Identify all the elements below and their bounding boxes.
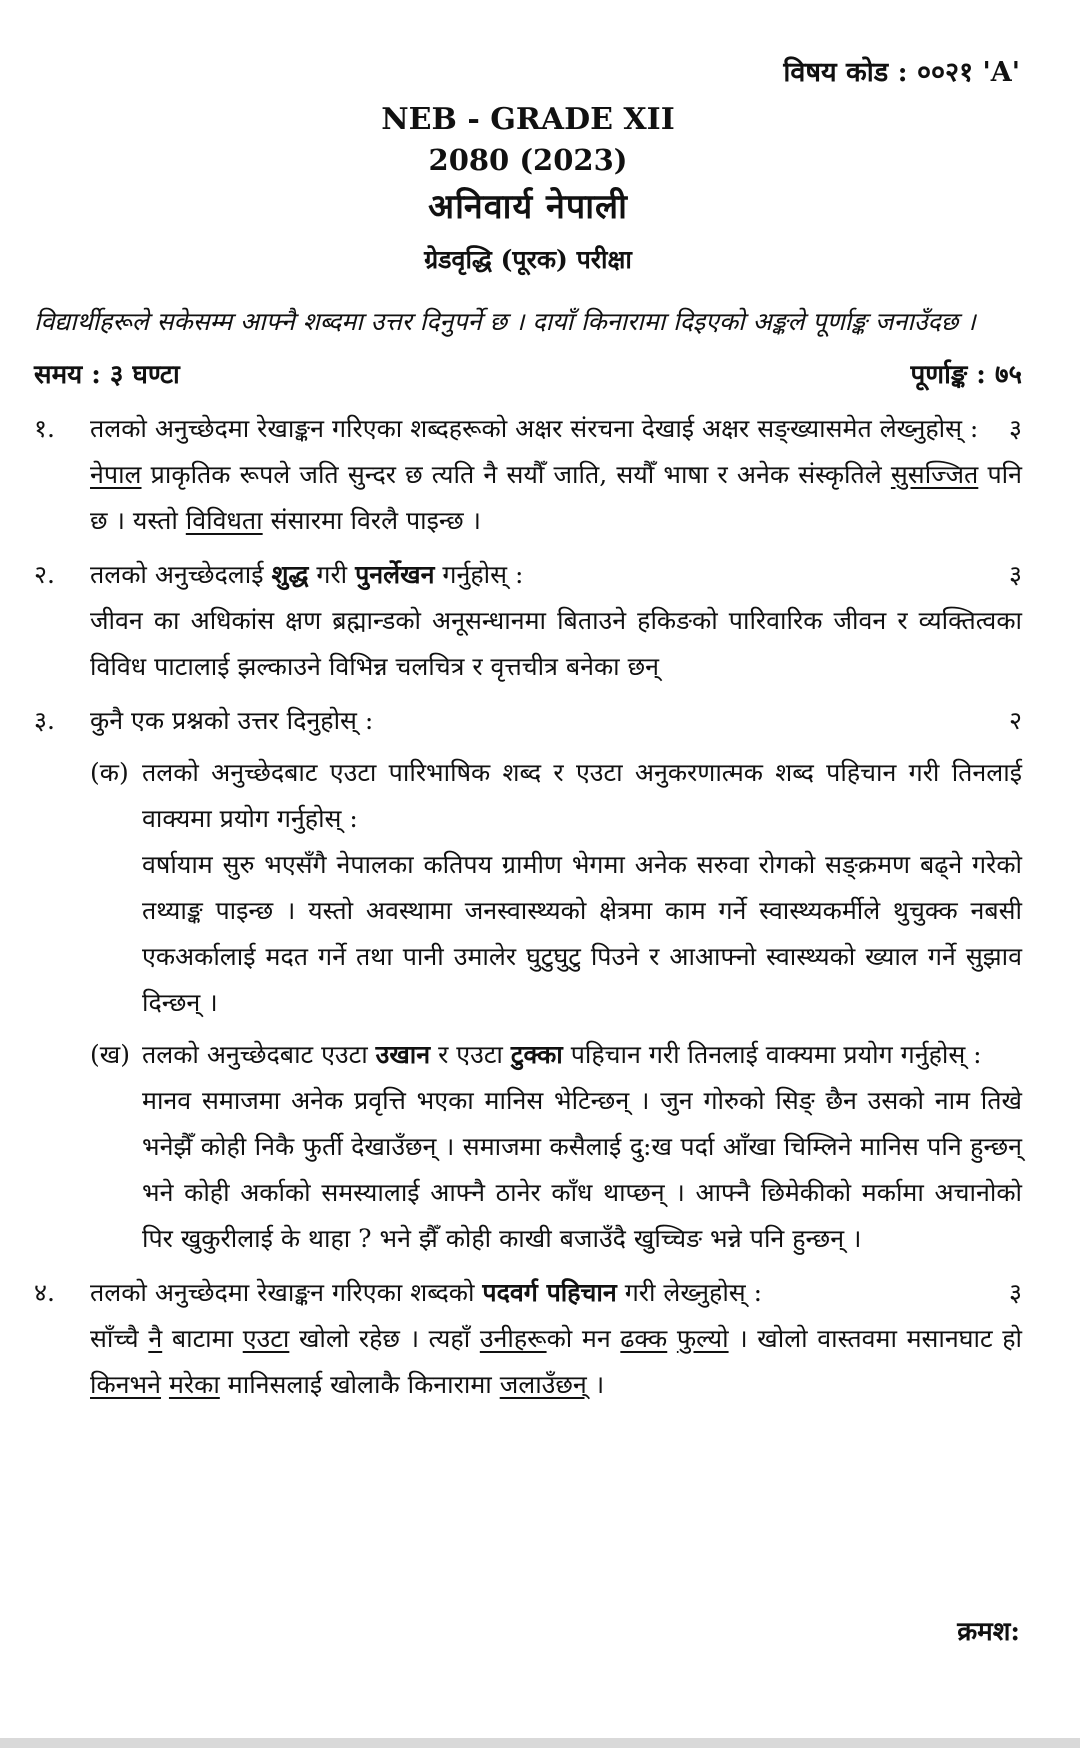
passage-text: पनि छ । यस्तो [90, 460, 1023, 535]
exam-type: ग्रेडवृद्धि (पूरक) परीक्षा [424, 245, 632, 274]
exam-year: 2080 (2023) [428, 143, 628, 177]
sub-question-kha [90, 1032, 1022, 1262]
question-passage [90, 1316, 1022, 1408]
underlined-word: नै [148, 1324, 163, 1353]
underlined-word: एउटा [242, 1324, 290, 1353]
prompt-text: तलको अनुच्छेदमा रेखाङ्कन गरिएका शब्दहरूको अक्षर संरचना देखाई अक्षर सङ्ख्यासमेत लेख्नुहोस् : [90, 414, 979, 443]
question-prompt [90, 552, 1022, 598]
passage-text: साँच्चै [90, 1324, 149, 1353]
passage-text: बाटामा [162, 1324, 243, 1353]
passage-text: । [586, 1370, 605, 1399]
question-prompt [90, 406, 1022, 452]
question-marks: ३ [1008, 1278, 1022, 1307]
underlined-word: नेपाल [90, 460, 142, 489]
question-1 [34, 406, 1022, 544]
underlined-word: मरेका [168, 1370, 220, 1399]
underlined-word: किनभने [90, 1370, 162, 1399]
prompt-text: तलको अनुच्छेदमा रेखाङ्कन गरिएका शब्दको पदवर्ग पहिचान गरी लेख्नुहोस् : [90, 1278, 763, 1307]
passage-text [667, 1324, 677, 1353]
passage-text: । खोलो वास्तवमा मसानघाट हो [728, 1324, 1023, 1353]
question-passage: जीवन का अधिकांस क्षण ब्रह्मान्डको अनूसन्धानमा बिताउने हकिङको पारिवारिक जीवन र व्यक्तित्वका विविध पाटालाई झल्काउने विभिन्न चलचित्र र वृत्तचीत्र बनेका छन् [90, 606, 1022, 681]
sub-question-prompt: तलको अनुच्छेदबाट एउटा पारिभाषिक शब्द र एउटा अनुकरणात्मक शब्द पहिचान गरी तिनलाई वाक्यमा प्रयोग गर्नुहोस् : [142, 758, 1022, 833]
question-prompt [90, 698, 1022, 744]
sub-question-label: (क) [90, 758, 129, 787]
continued-label: क्रमश: [957, 1617, 1020, 1647]
exam-header [34, 0, 1022, 280]
underlined-word: विविधता [185, 506, 263, 535]
underlined-word: सुसज्जित [890, 460, 979, 489]
time-marks-row [34, 352, 1022, 398]
subject-title: अनिवार्य नेपाली [428, 187, 628, 227]
prompt-text: कुनै एक प्रश्नको उत्तर दिनुहोस् : [90, 706, 374, 735]
question-number: ३. [34, 706, 55, 735]
passage-text: को मन [546, 1324, 621, 1353]
time-allowed: समय : ३ घण्टा [34, 360, 180, 390]
passage-text: खोलो रहेछ । त्यहाँ [289, 1324, 480, 1353]
question-marks: ३ [1008, 414, 1022, 443]
question-3 [34, 698, 1022, 1262]
prompt-text: तलको अनुच्छेदलाई शुद्ध गरी पुनर्लेखन गर्नुहोस् : [90, 560, 524, 589]
underlined-word: उनीहरू [479, 1324, 547, 1353]
underlined-word: ढक्क [620, 1324, 668, 1353]
exam-board: NEB - GRADE XII [381, 102, 675, 137]
question-4 [34, 1270, 1022, 1408]
passage-text: संसारमा विरलै पाइन्छ । [262, 506, 482, 535]
passage-text: मानिसलाई खोलाकै किनारामा [219, 1370, 500, 1399]
instructions: विद्यार्थीहरूले सकेसम्म आफ्नै शब्दमा उत्तर दिनुपर्ने छ । दायाँ किनारामा दिइएको अङ्कले पूर्णाङ्क जनाउँदछ । [34, 307, 976, 336]
question-passage [90, 452, 1022, 544]
underlined-word: जलाउँछन् [499, 1370, 587, 1399]
question-number: २. [34, 560, 55, 589]
underlined-word: फुल्यो [676, 1324, 729, 1353]
question-marks: २ [1008, 706, 1022, 735]
sub-question-prompt: तलको अनुच्छेदबाट एउटा उखान र एउटा टुक्का पहिचान गरी तिनलाई वाक्यमा प्रयोग गर्नुहोस् : [142, 1040, 982, 1069]
question-2 [34, 552, 1022, 690]
sub-question-ka [90, 750, 1022, 1026]
question-marks: ३ [1008, 560, 1022, 589]
sub-question-passage: मानव समाजमा अनेक प्रवृत्ति भएका मानिस भेटिन्छन् । जुन गोरुको सिङ् छैन उसको नाम तिखे भनेझैँ कोही निकै फुर्ती देखाउँछन् । समाजमा कसैलाई दु:ख पर्दा आँखा चिम्लिने मानिस पनि हुन्छन् भने कोही अर्काको समस्यालाई आफ्नै ठानेर काँध थाप्छन् । आफ्नै छिमेकीको मर्कामा अचानोको पिर खुकुरीलाई के थाहा ? भने झैँ कोही काखी बजाउँदै खुच्चिङ भन्ने पनि हुन्छन् । [142, 1086, 1022, 1253]
question-prompt [90, 1270, 1022, 1316]
sub-question-label: (ख) [90, 1040, 130, 1069]
passage-text: प्राकृतिक रूपले जति सुन्दर छ त्यति नै सयौँ जाति, सयौँ भाषा र अनेक संस्कृतिले [141, 460, 891, 489]
bottom-edge [0, 1738, 1080, 1748]
full-marks: पूर्णाङ्क : ७५ [910, 360, 1022, 390]
subject-code: विषय कोड : ००२१ 'A' [783, 57, 1020, 88]
question-number: ४. [34, 1278, 55, 1307]
sub-question-passage: वर्षायाम सुरु भएसँगै नेपालका कतिपय ग्रामीण भेगमा अनेक सरुवा रोगको सङ्क्रमण बढ्ने गरेको तथ्याङ्क पाइन्छ । यस्तो अवस्थामा जनस्वास्थ्यको क्षेत्रमा काम गर्ने स्वास्थ्यकर्मीले थुचुक्क नबसी एकअर्कालाई मदत गर्ने तथा पानी उमालेर घुटुघुटु पिउने र आआफ्नो स्वास्थ्यको ख्याल गर्ने सुझाव दिन्छन् । [142, 850, 1022, 1017]
question-number: १. [34, 414, 55, 443]
passage-text [161, 1370, 169, 1399]
